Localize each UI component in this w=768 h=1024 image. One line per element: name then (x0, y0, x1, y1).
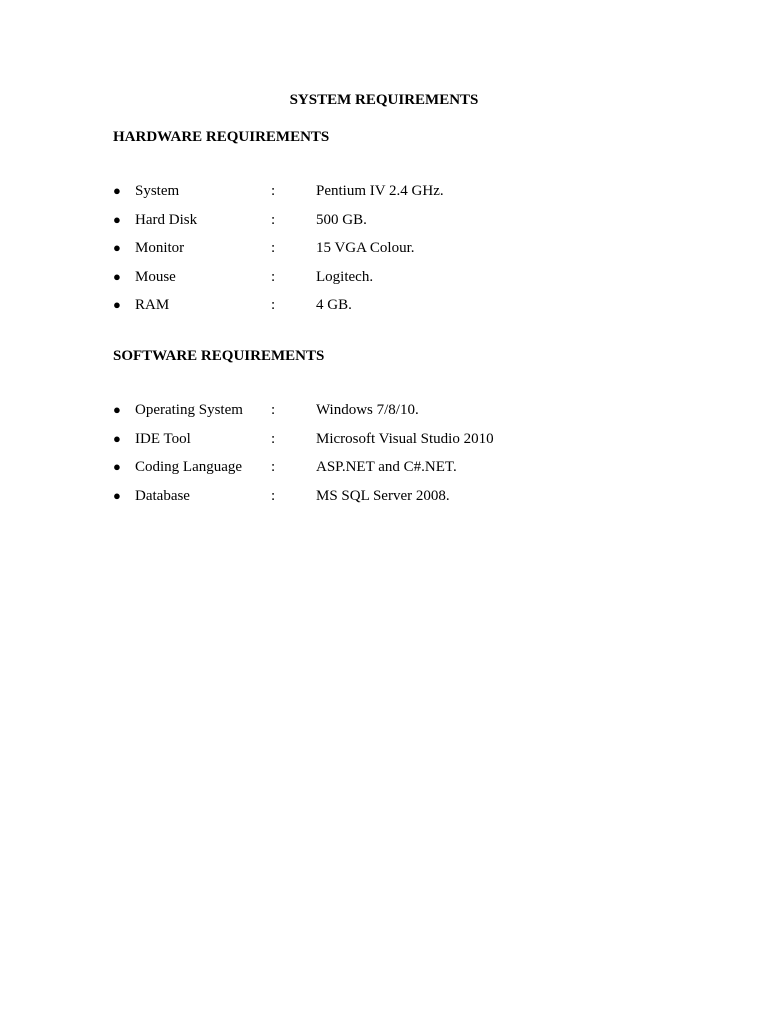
list-item (113, 296, 633, 325)
page-title: SYSTEM REQUIREMENTS (289, 92, 479, 108)
item-label: RAM (135, 297, 170, 313)
bullet-dot-icon: ● (113, 183, 121, 198)
item-value: Pentium IV 2.4 GHz. (316, 183, 444, 199)
list-item (113, 401, 633, 430)
item-separator: : (271, 459, 276, 475)
bullet-dot-icon: ● (113, 297, 121, 312)
item-value: Microsoft Visual Studio 2010 (316, 430, 494, 447)
item-label: Coding Language (135, 459, 243, 475)
item-label: Mouse (135, 268, 176, 285)
item-separator: : (271, 430, 276, 447)
bullet-dot-icon: ● (113, 240, 121, 255)
list-item (113, 430, 633, 459)
item-label: System (135, 183, 180, 199)
bullet-dot-icon: ● (113, 211, 121, 227)
item-label: Hard Disk (135, 211, 198, 228)
software-requirements-heading: SOFTWARE REQUIREMENTS (113, 348, 325, 364)
list-item (113, 487, 633, 516)
item-separator: : (271, 297, 276, 313)
bullet-dot-icon: ● (113, 402, 121, 417)
item-label: Operating System (135, 402, 243, 418)
item-value: ASP.NET and C#.NET. (316, 459, 457, 475)
list-item (113, 182, 633, 211)
item-separator: : (271, 240, 276, 256)
software-requirements-list (113, 401, 633, 515)
list-item (113, 458, 633, 487)
list-item (113, 239, 633, 268)
bullet-dot-icon: ● (113, 459, 121, 474)
bullet-dot-icon: ● (113, 430, 121, 446)
item-value: 4 GB. (316, 297, 352, 313)
item-label: Monitor (135, 240, 185, 256)
item-separator: : (271, 402, 276, 418)
item-value: 15 VGA Colour. (316, 240, 415, 256)
list-item (113, 211, 633, 240)
item-value: Windows 7/8/10. (316, 402, 419, 418)
hardware-requirements-heading: HARDWARE REQUIREMENTS (113, 129, 330, 145)
item-separator: : (271, 268, 276, 285)
item-separator: : (271, 211, 276, 228)
item-separator: : (271, 487, 276, 504)
item-label: Database (135, 487, 190, 504)
bullet-dot-icon: ● (113, 487, 121, 503)
item-value: MS SQL Server 2008. (316, 487, 450, 504)
item-label: IDE Tool (135, 430, 191, 447)
list-item (113, 268, 633, 297)
bullet-dot-icon: ● (113, 268, 121, 284)
item-value: Logitech. (316, 268, 374, 285)
hardware-requirements-list (113, 182, 633, 325)
item-value: 500 GB. (316, 211, 367, 228)
item-separator: : (271, 183, 276, 199)
